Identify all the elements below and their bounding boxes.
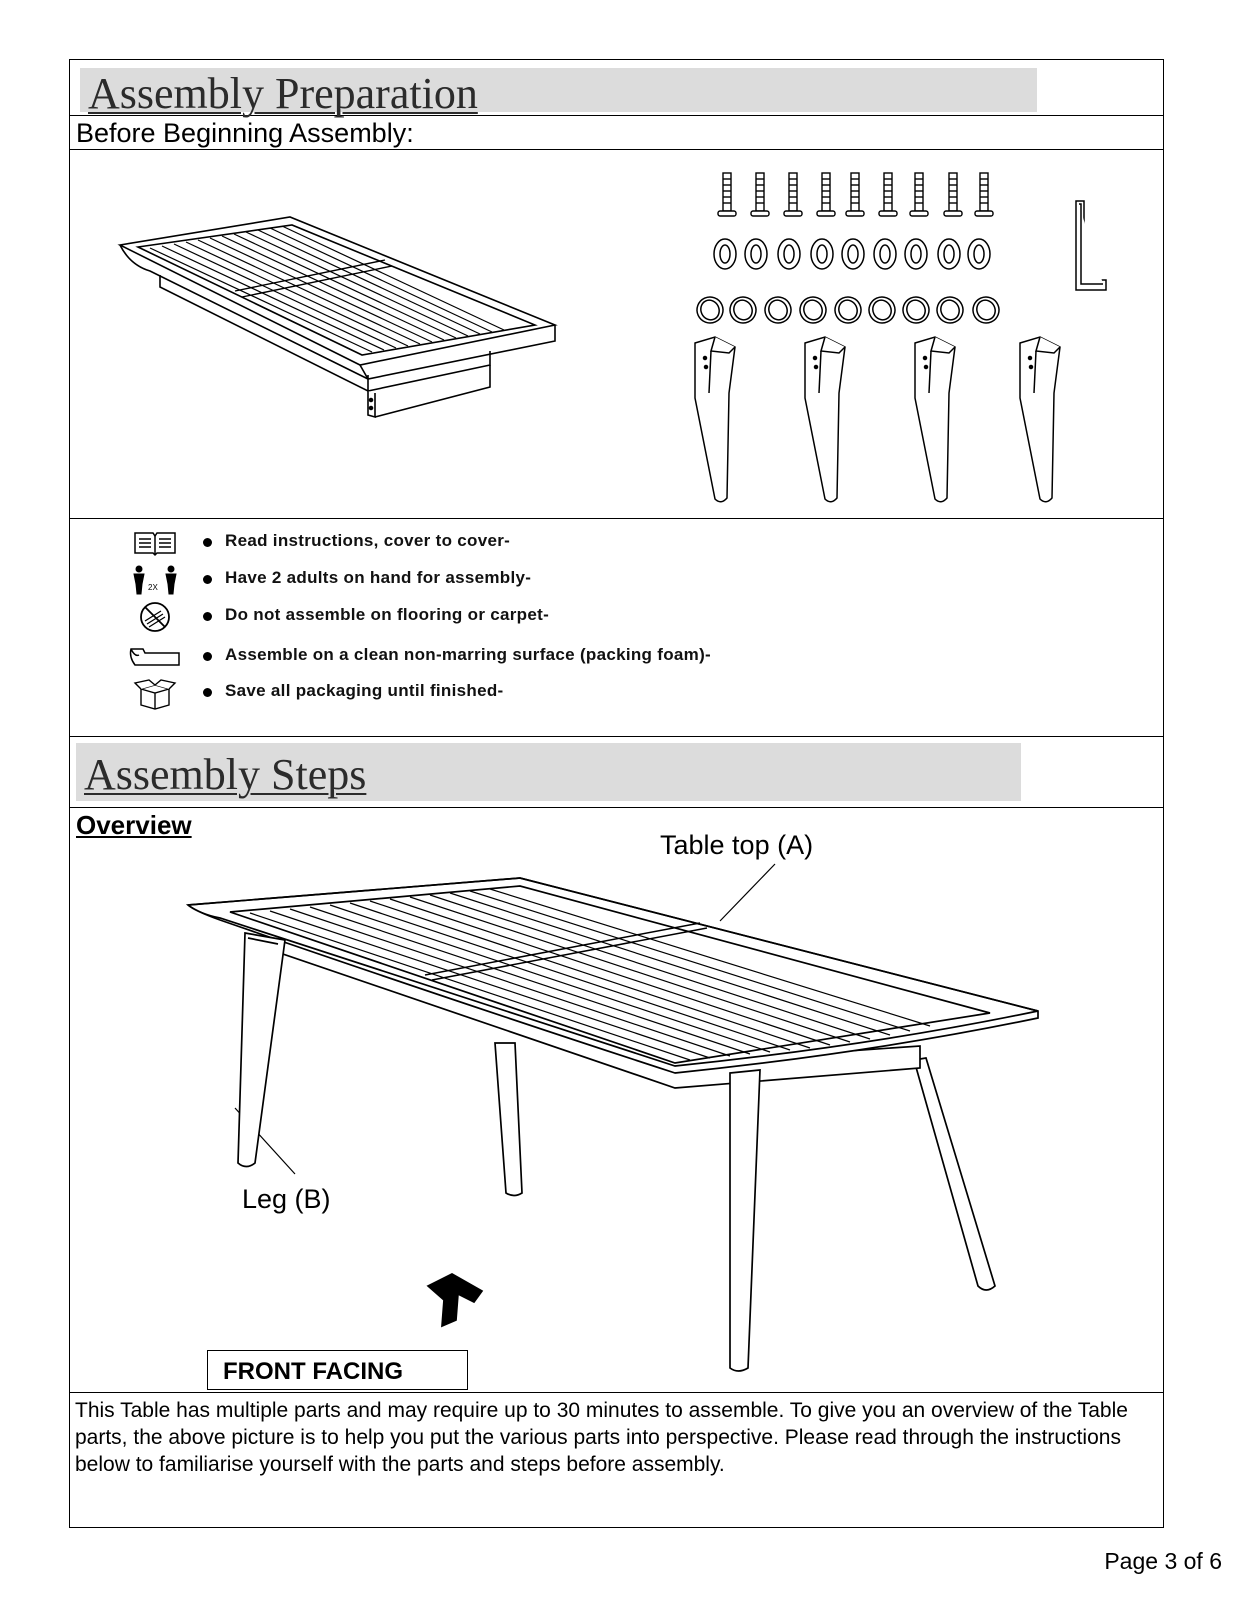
- overview-label: Overview: [76, 810, 192, 840]
- table-overview-illustration: [170, 808, 1070, 1388]
- two-adults-icon: [125, 564, 185, 596]
- allen-key-icon: [1070, 198, 1110, 298]
- tip-read-instructions: [125, 527, 825, 559]
- front-facing-label: [207, 1350, 468, 1390]
- no-carpet-icon: [125, 601, 185, 633]
- preparation-subtitle-row: [70, 116, 1163, 150]
- box-icon: [125, 677, 185, 709]
- tip-text: Read instructions, cover to cover-: [225, 531, 511, 550]
- bolts-illustration: [715, 170, 1015, 230]
- tip-bullet: [203, 538, 212, 547]
- foam-pad-icon: [125, 641, 185, 673]
- tip-text: Have 2 adults on hand for assembly-: [225, 568, 532, 587]
- preparation-header-row: [70, 60, 1163, 116]
- page-number: Page 3 of 6: [1104, 1548, 1222, 1574]
- tip-two-adults: [125, 564, 825, 596]
- legs-illustration: [685, 333, 1105, 513]
- safety-tips-row: [70, 519, 1163, 737]
- tip-bullet: [203, 652, 212, 661]
- book-icon: [125, 527, 185, 559]
- tip-text: Assemble on a clean non-marring surface (packing foam)-: [225, 645, 711, 664]
- tip-bullet: [203, 612, 212, 621]
- instruction-frame: [69, 59, 1164, 1528]
- steps-header-row: [70, 737, 1163, 808]
- overview-row: [70, 808, 1163, 1393]
- tip-bullet: [203, 688, 212, 697]
- tip-clean-surface: [125, 641, 875, 673]
- preparation-subtitle: Before Beginning Assembly:: [76, 118, 414, 148]
- tip-bullet: [203, 575, 212, 584]
- leg-callout: Leg (B): [242, 1184, 331, 1214]
- steps-title: Assembly Steps: [84, 750, 367, 799]
- table-top-illustration: [110, 215, 570, 425]
- flat-washers-illustration: [710, 236, 1010, 276]
- steps-banner: [76, 743, 1021, 801]
- tip-no-carpet: [125, 601, 825, 633]
- tip-save-packaging: [125, 677, 825, 709]
- description-text: This Table has multiple parts and may require up to 30 minutes to assemble. To give you an overview of the Table parts, the above picture is to help you put the various parts into perspective. Please read through the instructions below to familiarise yourself with the parts and steps before assembly.: [75, 1399, 1128, 1476]
- table-top-callout: Table top (A): [660, 830, 814, 860]
- description-row: [70, 1393, 1163, 1529]
- tip-text: Do not assemble on flooring or carpet-: [225, 605, 550, 624]
- front-facing-text: FRONT FACING: [223, 1358, 403, 1385]
- preparation-banner: [80, 68, 1037, 118]
- icon-2x-label: 2X: [148, 583, 158, 592]
- parts-illustration-row: [70, 150, 1163, 519]
- spring-washers-illustration: [694, 290, 1014, 330]
- tip-text: Save all packaging until finished-: [225, 681, 504, 700]
- preparation-title: Assembly Preparation: [88, 69, 478, 118]
